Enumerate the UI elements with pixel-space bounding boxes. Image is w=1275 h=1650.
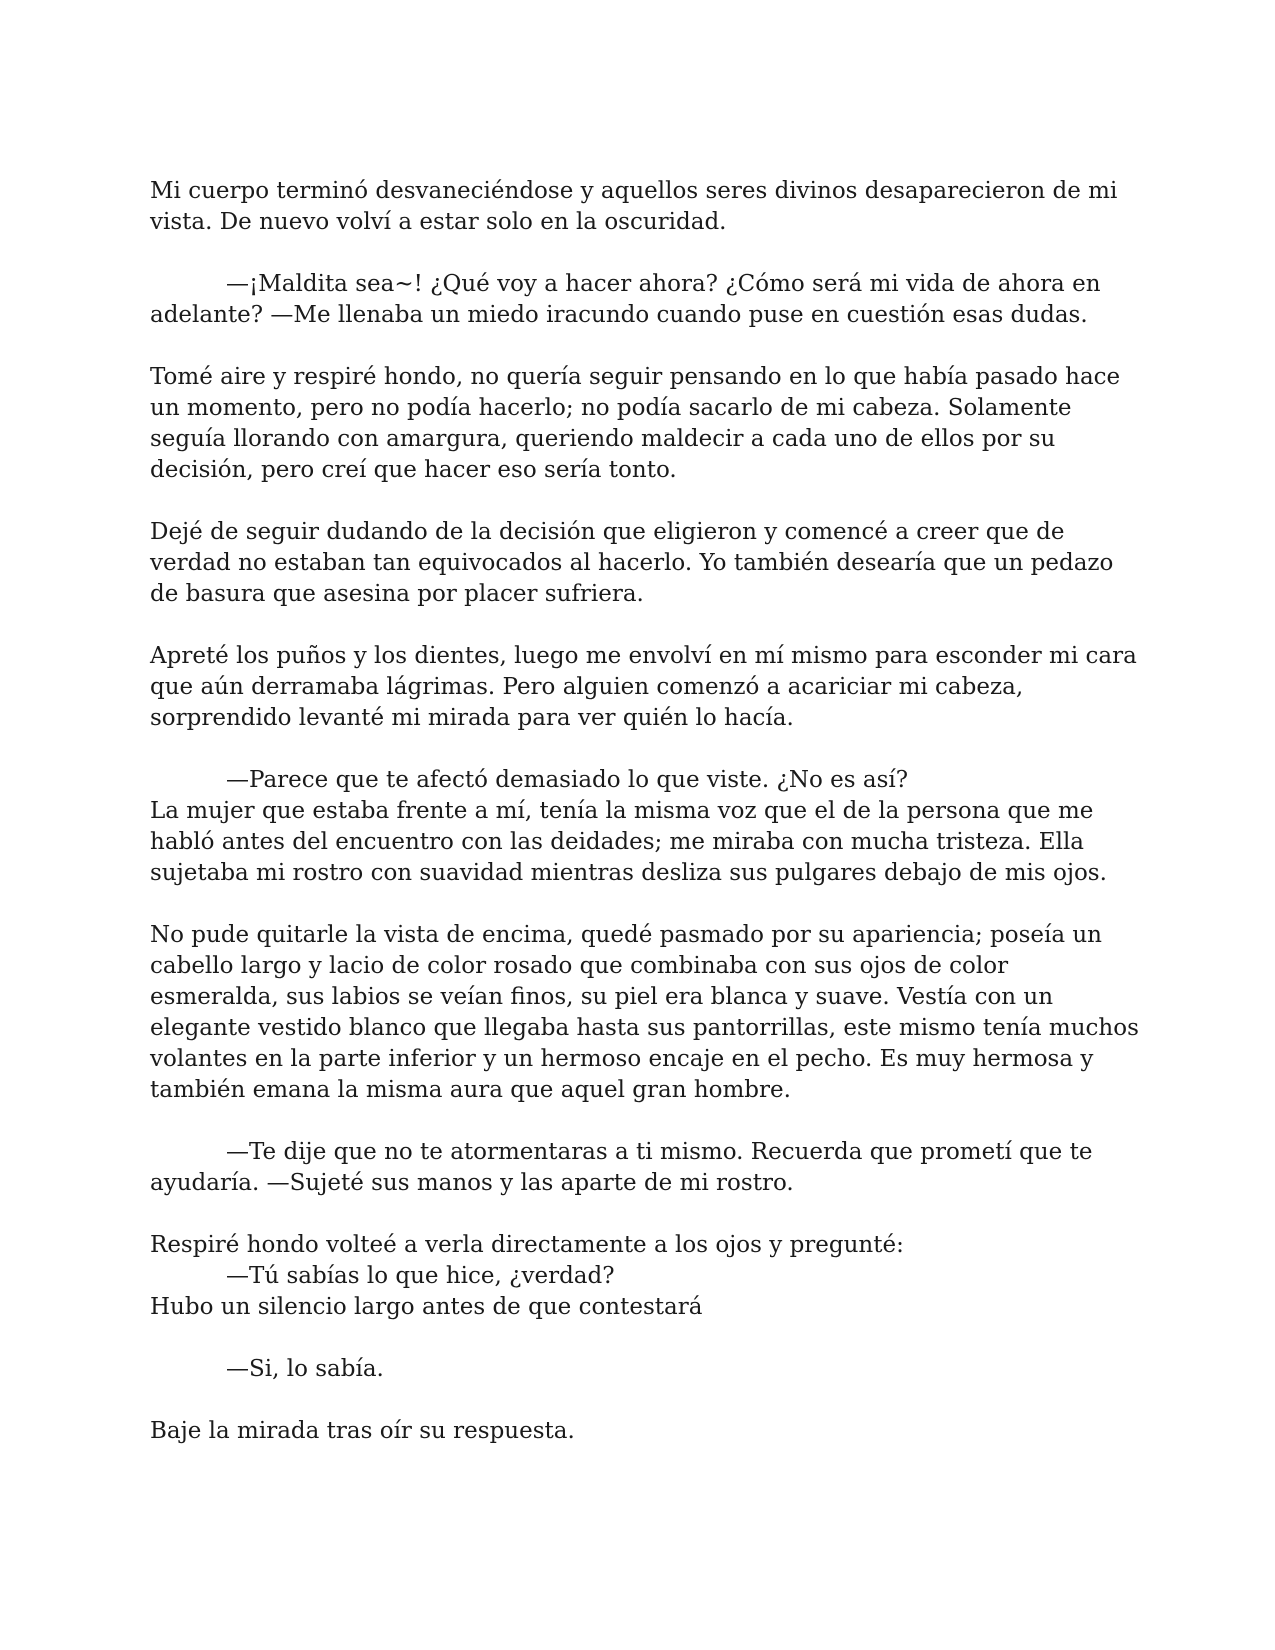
dialogue-paragraph: —Parece que te afectó demasiado lo que viste. ¿No es así? xyxy=(226,767,909,793)
paragraph: Respiré hondo volteé a verla directamente a los ojos y pregunté: xyxy=(150,1232,904,1258)
dialogue-paragraph: —¡Maldita sea~! ¿Qué voy a hacer ahora? ¿Cómo será mi vida de ahora en adelante? —Me llenaba un miedo iracundo cuando puse en cuestión esas dudas. xyxy=(150,271,1101,328)
paragraph: Apreté los puños y los dientes, luego me envolví en mí mismo para esconder mi cara que aún derramaba lágrimas. Pero alguien comenzó a acariciar mi cabeza, sorprendido levanté mi mirada para ver quién lo hacía. xyxy=(150,643,1137,731)
paragraph: Baje la mirada tras oír su respuesta. xyxy=(150,1418,575,1444)
paragraph: Tomé aire y respiré hondo, no quería seguir pensando en lo que había pasado hace un momento, pero no podía hacerlo; no podía sacarlo de mi cabeza. Solamente seguía llorando con amargura, queriendo maldecir a cada uno de ellos por su decisión, pero creí que hacer eso sería tonto. xyxy=(150,364,1121,483)
dialogue-paragraph: —Si, lo sabía. xyxy=(226,1356,384,1382)
paragraph-gap xyxy=(150,1106,1140,1137)
paragraph-gap xyxy=(150,331,1140,362)
paragraph-gap xyxy=(150,238,1140,269)
paragraph-gap xyxy=(150,1199,1140,1230)
paragraph-gap xyxy=(150,734,1140,765)
dialogue-paragraph: —Tú sabías lo que hice, ¿verdad? xyxy=(226,1263,615,1289)
paragraph: La mujer que estaba frente a mí, tenía la misma voz que el de la persona que me habló antes del encuentro con las deidades; me miraba con mucha tristeza. Ella sujetaba mi rostro con suavidad mientras desliza sus pulgares debajo de mis ojos. xyxy=(150,798,1107,886)
paragraph-gap xyxy=(150,1323,1140,1354)
paragraph: Hubo un silencio largo antes de que contestará xyxy=(150,1294,703,1320)
paragraph-gap xyxy=(150,486,1140,517)
body-text xyxy=(150,176,1140,1447)
paragraph: Dejé de seguir dudando de la decisión que eligieron y comencé a creer que de verdad no estaban tan equivocados al hacerlo. Yo también desearía que un pedazo de basura que asesina por placer sufriera. xyxy=(150,519,1114,607)
paragraph: Mi cuerpo terminó desvaneciéndose y aquellos seres divinos desaparecieron de mi vista. De nuevo volví a estar solo en la oscuridad. xyxy=(150,178,1118,235)
paragraph: No pude quitarle la vista de encima, quedé pasmado por su apariencia; poseía un cabello largo y lacio de color rosado que combinaba con sus ojos de color esmeralda, sus labios se veían finos, su piel era blanca y suave. Vestía con un elegante vestido blanco que llegaba hasta sus pantorrillas, este mismo tenía muchos volantes en la parte inferior y un hermoso encaje en el pecho. Es muy hermosa y también emana la misma aura que aquel gran hombre. xyxy=(150,922,1139,1103)
paragraph-gap xyxy=(150,610,1140,641)
paragraph-gap xyxy=(150,1385,1140,1416)
dialogue-paragraph: —Te dije que no te atormentaras a ti mismo. Recuerda que prometí que te ayudaría. —Sujeté sus manos y las aparte de mi rostro. xyxy=(150,1139,1093,1196)
paragraph-gap xyxy=(150,889,1140,920)
